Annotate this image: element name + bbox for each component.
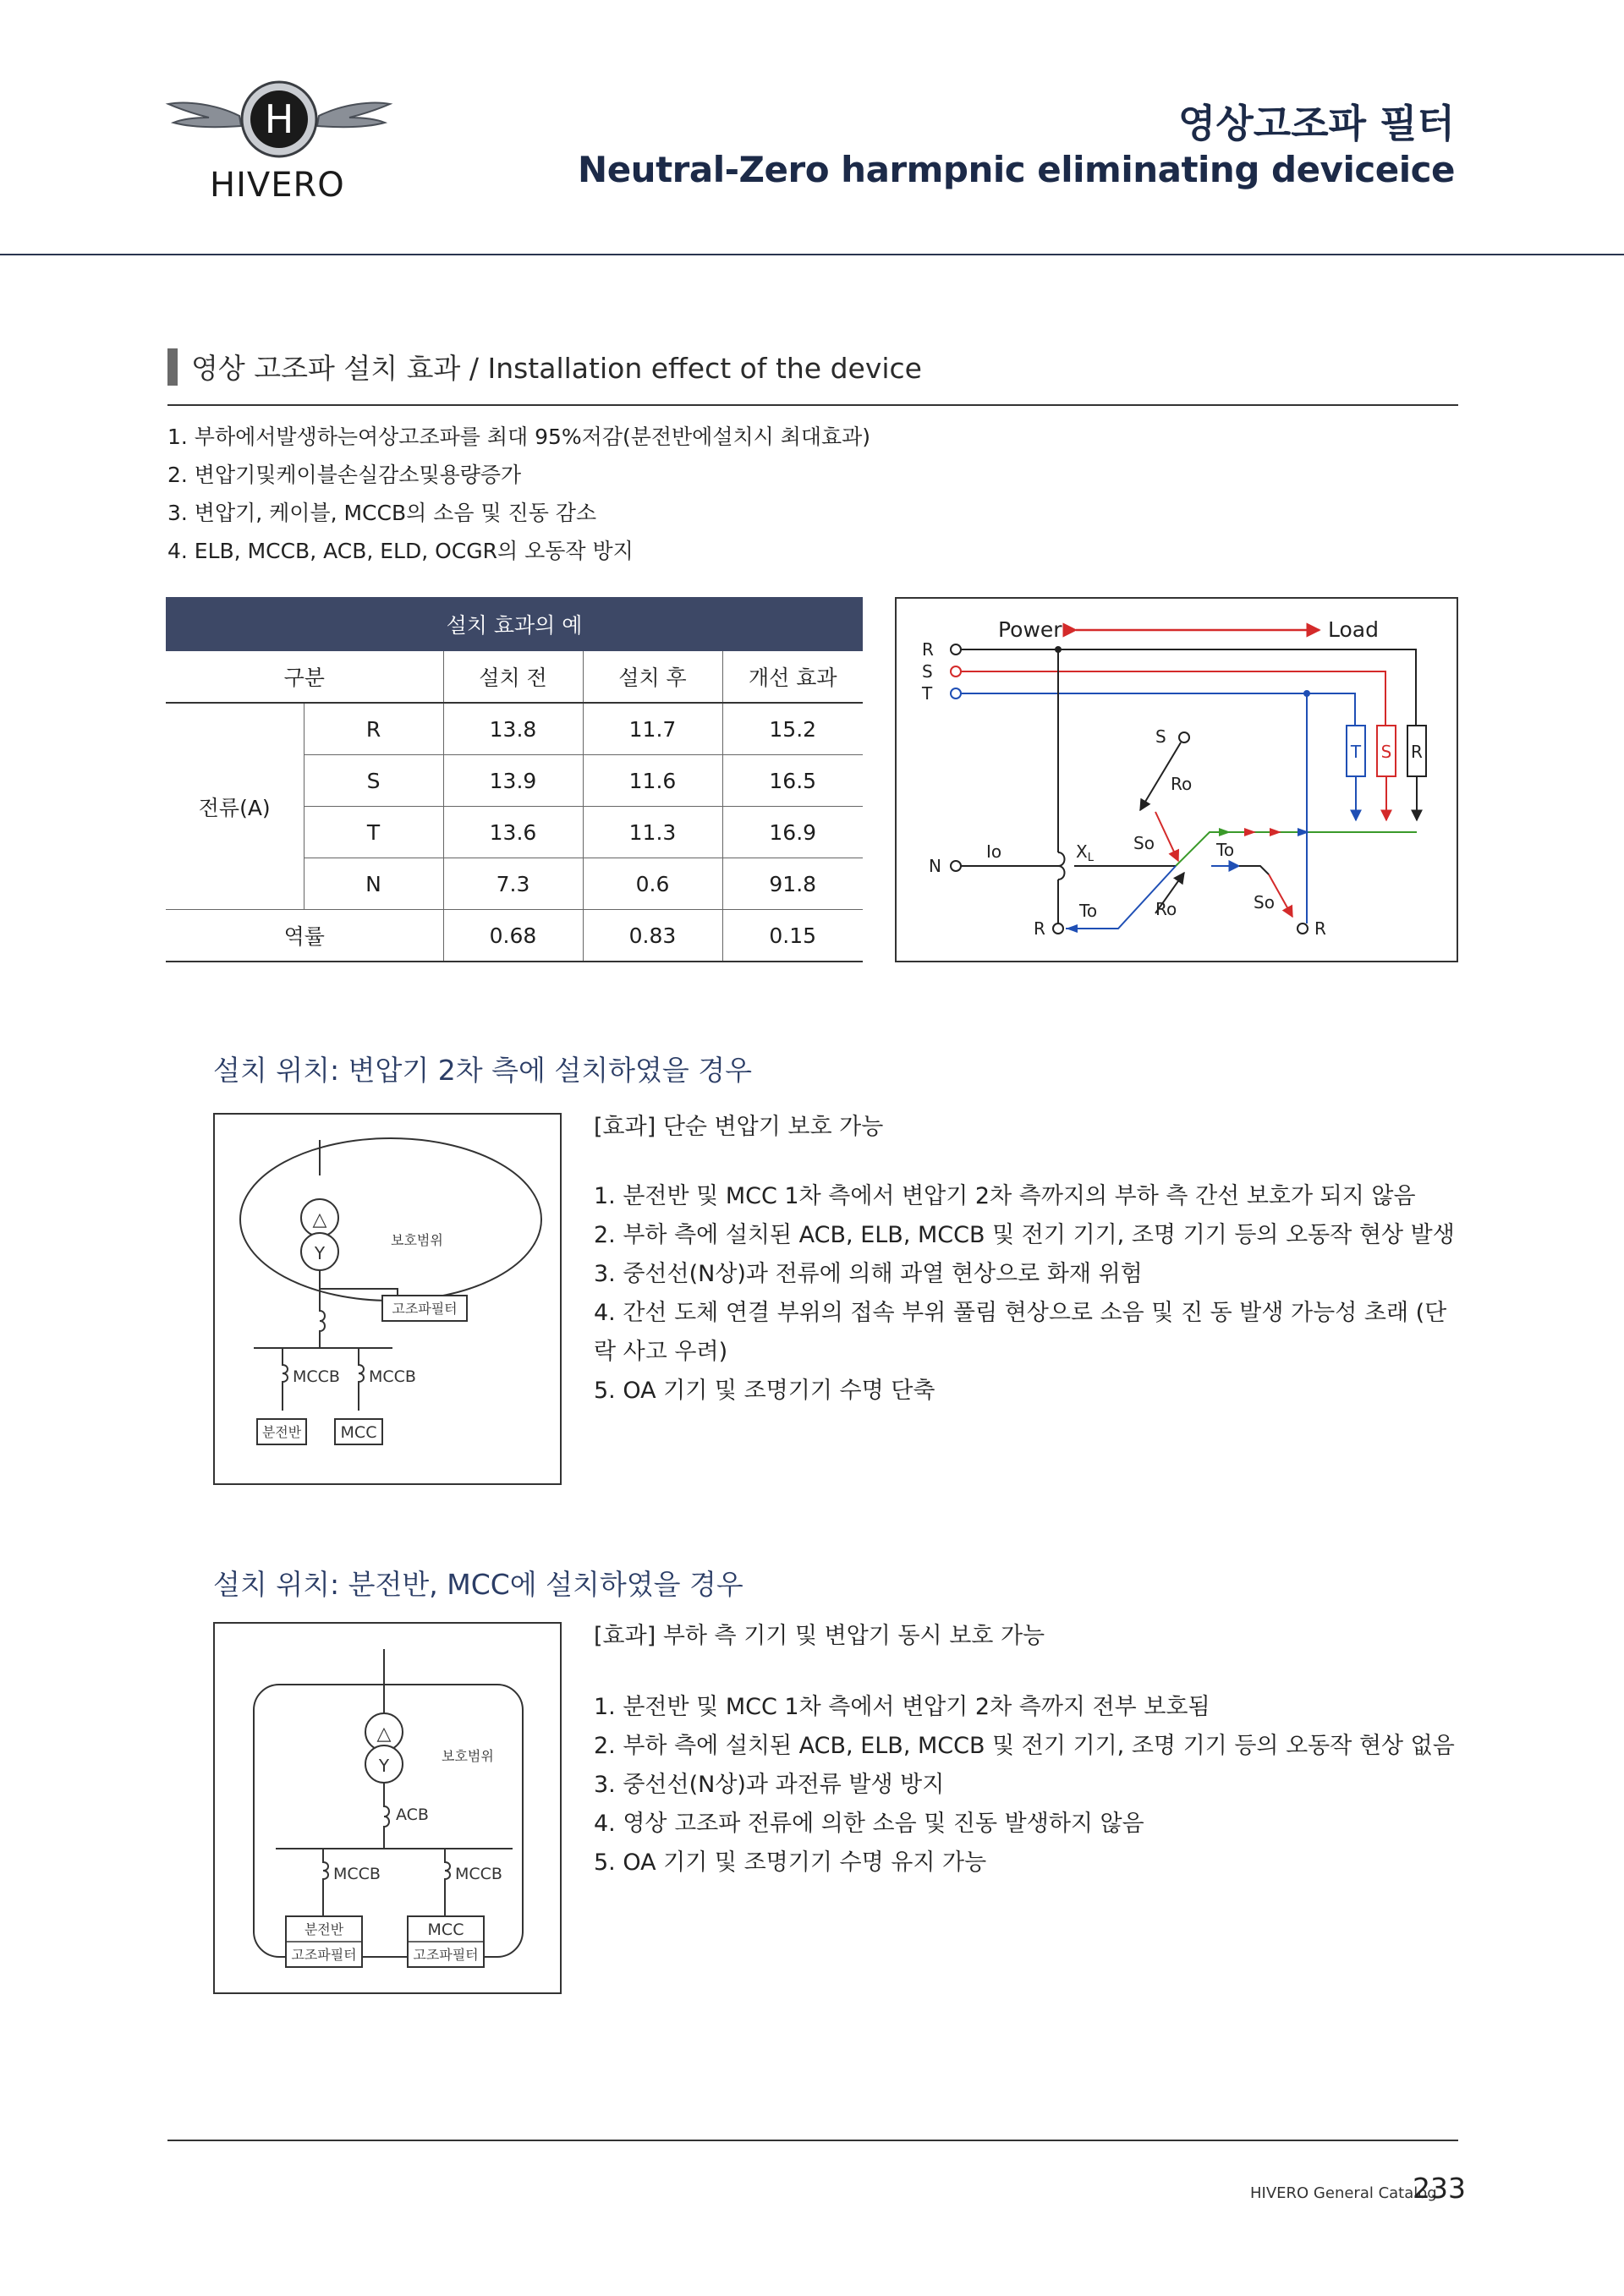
case2-item-3: 3. 중선선(N상)과 과전류 발생 방지 (594, 1772, 945, 1798)
case1-filter-branch (320, 1270, 398, 1296)
case1-mccb1-label: MCCB (293, 1367, 340, 1386)
terminal-n-label: N (929, 856, 941, 876)
pf-before: 0.68 (443, 910, 583, 962)
table-caption: 설치 효과의 예 (166, 597, 863, 651)
logo-text: HIVERO (210, 166, 345, 205)
phase-cell: T (304, 807, 443, 858)
line-t (961, 693, 1355, 726)
node-r-right-label: R (1314, 918, 1326, 939)
effect-item-1: 1. 부하에서발생하는여상고조파를 최대 95%저감(분전반에설치시 최대효과) (167, 425, 871, 449)
inductor-xl (1058, 852, 1065, 879)
case1-mccb2-label: MCCB (369, 1367, 416, 1386)
value-before: 13.6 (443, 807, 583, 858)
ro-lower-label: Ro (1155, 899, 1177, 919)
line-r (961, 649, 1416, 726)
case1-diagram (213, 1113, 562, 1485)
load-r-label: R (1411, 742, 1423, 762)
group-label-current: 전류(A) (166, 703, 304, 910)
hivero-logo-emblem (165, 80, 393, 165)
value-before: 7.3 (443, 858, 583, 910)
case1-item-1: 1. 분전반 및 MCC 1차 측에서 변압기 2차 측까지의 부하 측 간선 보호가 되지 않음 (594, 1183, 1416, 1209)
page-number: 233 (1413, 2172, 1466, 2205)
logo-letter: H (264, 96, 294, 142)
to-lower-arrow (1066, 924, 1078, 933)
case1-delta-symbol: △ (312, 1209, 327, 1230)
value-gain: 16.5 (722, 755, 863, 807)
neutral-arrow-green (1219, 828, 1231, 836)
node-s (1179, 732, 1189, 743)
footer-divider (167, 2140, 1458, 2141)
value-gain: 16.9 (722, 807, 863, 858)
load-s-label: S (1380, 742, 1392, 762)
phase-cell: R (304, 703, 443, 755)
logo-wing-right (317, 103, 390, 128)
case2-effect-title: [효과] 부하 측 기기 및 변압기 동시 보호 가능 (594, 1623, 1045, 1649)
zero-phase-circuit-diagram (895, 597, 1458, 962)
terminal-r-label: R (922, 639, 934, 660)
case2-diagram (213, 1622, 562, 1994)
line-s (961, 671, 1385, 726)
value-after: 11.6 (583, 755, 722, 807)
case2-acb-label: ACB (396, 1806, 429, 1824)
case1-breaker (320, 1270, 325, 1348)
pf-label: 역률 (166, 910, 443, 962)
case2-acb-line (384, 1783, 389, 1849)
terminal-r (951, 644, 961, 655)
phase-cell: N (304, 858, 443, 910)
value-after: 11.3 (583, 807, 722, 858)
load-label: Load (1328, 617, 1379, 642)
case1-item-3: 3. 중선선(N상)과 전류에 의해 과열 현상으로 화재 위험 (594, 1261, 1143, 1287)
node-r-right (1298, 923, 1308, 934)
section-marker (167, 348, 178, 386)
value-after: 11.7 (583, 703, 722, 755)
terminal-t (951, 688, 961, 699)
value-before: 13.9 (443, 755, 583, 807)
value-after: 0.6 (583, 858, 722, 910)
case1-item-2: 2. 부하 측에 설치된 ACB, ELB, MCCB 및 전기 기기, 조명 기기 등의 오동작 현상 발생 (594, 1222, 1455, 1248)
effect-item-4: 4. ELB, MCCB, ACB, ELD, OCGR의 오동작 방지 (167, 539, 634, 563)
case2-filter2-label: 고조파필터 (413, 1947, 479, 1963)
logo-wing-left (168, 103, 241, 128)
node-r-left-label: R (1034, 918, 1045, 939)
case1-protection-range-ellipse (240, 1138, 541, 1301)
case2-mccb2-line (445, 1849, 450, 1916)
pf-after: 0.83 (583, 910, 722, 962)
case2-mcc-label: MCC (427, 1921, 464, 1939)
case2-item-4: 4. 영상 고조파 전류에 의한 소음 및 진동 발생하지 않음 (594, 1811, 1144, 1837)
value-gain: 91.8 (722, 858, 863, 910)
case2-wye-symbol: Y (378, 1756, 390, 1776)
col-header-gain: 개선 효과 (722, 651, 863, 703)
case1-range-label: 보호범위 (391, 1232, 443, 1248)
case1-filter-label: 고조파필터 (392, 1301, 458, 1317)
table-caption-row (166, 597, 863, 651)
node-s-label: S (1155, 726, 1166, 747)
case2-range-label: 보호범위 (442, 1748, 494, 1764)
case1-item-4: 4. 간선 도체 연결 부위의 접속 부위 풀림 현상으로 소음 및 진 동 발생 가능성 초래 (단락 사고 우려) (594, 1300, 1447, 1365)
io-label: Io (986, 841, 1002, 862)
col-header-before: 설치 전 (443, 651, 583, 703)
so-right-label: So (1254, 892, 1275, 912)
case1-effect-title: [효과] 단순 변압기 보호 가능 (594, 1114, 884, 1140)
case2-item-5: 5. OA 기기 및 조명기기 수명 유지 가능 (594, 1849, 987, 1876)
page-title-english: Neutral-Zero harmpnic eliminating deviceice (578, 149, 1455, 190)
table-header-row (166, 651, 863, 703)
case2-heading: 설치 위치: 분전반, MCC에 설치하였을 경우 (213, 1568, 743, 1601)
effect-item-3: 3. 변압기, 케이블, MCCB의 소음 및 진동 감소 (167, 501, 597, 525)
case1-mccb2-line (359, 1348, 364, 1411)
neutral-return-line (1176, 832, 1417, 866)
case2-filter1-label: 고조파필터 (291, 1947, 357, 1963)
case1-panel-label: 분전반 (261, 1424, 302, 1440)
case2-mccb1-label: MCCB (333, 1865, 381, 1883)
case1-mccb1-line (283, 1348, 288, 1411)
terminal-t-label: T (922, 683, 933, 704)
terminal-s (951, 666, 961, 677)
col-header-after: 설치 후 (583, 651, 722, 703)
case1-item-5: 5. OA 기기 및 조명기기 수명 단축 (594, 1378, 935, 1404)
ro-upper-label: Ro (1171, 774, 1193, 794)
power-label: Power (998, 617, 1062, 642)
col-header-category: 구분 (166, 651, 443, 703)
case2-panel-label: 분전반 (304, 1921, 344, 1937)
footer-catalog-label: HIVERO General Catalog (1250, 2184, 1437, 2202)
table-row-power-factor (166, 910, 863, 962)
installation-effect-table (166, 597, 863, 962)
pf-gain: 0.15 (722, 910, 863, 962)
case2-mccb2-label: MCCB (455, 1865, 502, 1883)
value-gain: 15.2 (722, 703, 863, 755)
winding-so-red (1155, 812, 1178, 861)
case2-mccb1-line (323, 1849, 328, 1916)
phase-cell: S (304, 755, 443, 807)
case2-item-1: 1. 분전반 및 MCC 1차 측에서 변압기 2차 측까지 전부 보호됨 (594, 1694, 1210, 1720)
table-row (166, 703, 863, 755)
so-left-label: So (1133, 833, 1155, 853)
value-before: 13.8 (443, 703, 583, 755)
link-to-right (1239, 866, 1269, 874)
case1-wye-symbol: Y (314, 1243, 326, 1263)
case2-delta-symbol: △ (376, 1723, 392, 1745)
case1-mcc-label: MCC (340, 1423, 377, 1442)
case1-heading: 설치 위치: 변압기 2차 측에 설치하였을 경우 (213, 1054, 752, 1087)
header-divider (0, 254, 1624, 255)
terminal-s-label: S (922, 661, 933, 682)
to-right-label: To (1216, 840, 1235, 860)
load-t-label: T (1350, 742, 1362, 762)
section-divider (167, 404, 1458, 406)
section-title: 영상 고조파 설치 효과 / Installation effect of the device (191, 352, 922, 385)
node-r-left (1053, 923, 1063, 934)
terminal-n (951, 861, 961, 871)
page-title-korean: 영상고조파 필터 (1177, 101, 1455, 146)
xl-label: $X_L$ (1076, 841, 1094, 864)
case2-item-2: 2. 부하 측에 설치된 ACB, ELB, MCCB 및 전기 기기, 조명 기기 등의 오동작 현상 없음 (594, 1733, 1455, 1759)
to-lower-label: To (1079, 901, 1098, 921)
effect-item-2: 2. 변압기및케이블손실감소및용량증가 (167, 463, 522, 487)
